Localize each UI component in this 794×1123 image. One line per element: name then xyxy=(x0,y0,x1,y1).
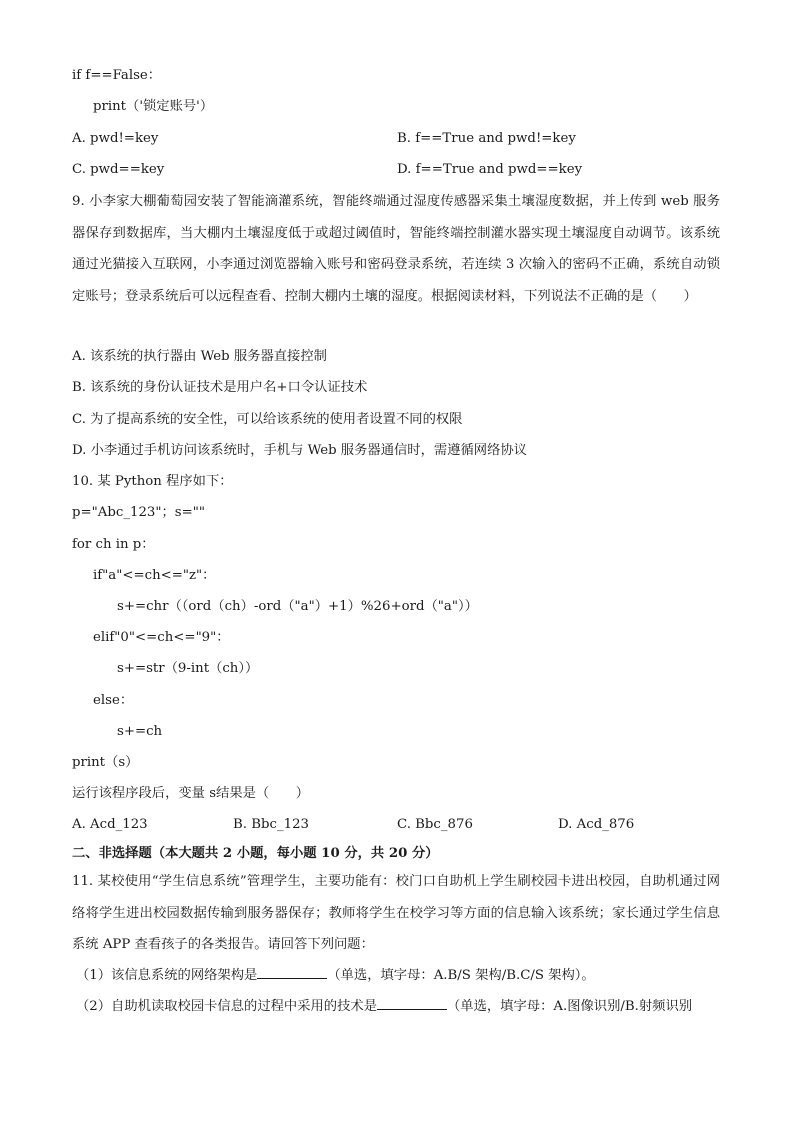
q10-code-line: for ch in p： xyxy=(72,537,155,552)
q11-sub2-prefix: （2）自助机读取校园卡信息的过程中采用的技术是 xyxy=(76,999,377,1014)
q8-code-line-1: if f==False： xyxy=(72,68,162,83)
q11-sub1-suffix: （单选，填字母：A.B/S 架构/B.C/S 架构）。 xyxy=(327,968,595,983)
q10-option-b: B. Bbc_123 xyxy=(233,817,309,832)
answer-blank[interactable] xyxy=(377,997,447,1010)
q9-stem: 9. 小李家大棚葡萄园安装了智能滴灌系统，智能终端通过湿度传感器采集土壤湿度数据，并上传到 web 服务器保存到数据库，当大棚内土壤湿度低于或超过阈值时，智能终端控制灌水器实现土壤湿度自动调节。该系统通过光猫接入互联网，小李通过浏览器输入账号和密码登录系统，若连续 3 次输入的密码不正确，系统自动锁定账号；登录系统后可以远程查看、控制大棚内土壤的湿度。根据阅读材料，下列说法不正确的是（ ） xyxy=(72,194,720,304)
q9-option-c: C. 为了提高系统的安全性，可以给该系统的使用者设置不同的权限 xyxy=(72,412,463,427)
q8-option-a: A. pwd!=key xyxy=(72,131,159,146)
section-heading: 二、非选择题（本大题共 2 小题，每小题 10 分，共 20 分） xyxy=(72,846,439,861)
q9-option-b: B. 该系统的身份认证技术是用户名+口令认证技术 xyxy=(72,380,368,395)
q9-option-a: A. 该系统的执行器由 Web 服务器直接控制 xyxy=(72,349,327,364)
q10-code-line: else： xyxy=(93,693,134,708)
q11-sub1 xyxy=(76,966,595,985)
q10-option-d: D. Acd_876 xyxy=(558,817,635,832)
q10-stem: 10. 某 Python 程序如下： xyxy=(72,474,233,489)
q9-option-d: D. 小李通过手机访问该系统时，手机与 Web 服务器通信时，需遵循网络协议 xyxy=(72,443,527,458)
q10-option-a: A. Acd_123 xyxy=(72,817,148,832)
q10-code-line: if"a"<=ch<="z"： xyxy=(93,568,216,583)
q11-sub2-suffix: （单选，填字母：A.图像识别/B.射频识别 xyxy=(447,999,693,1014)
q10-option-c: C. Bbc_876 xyxy=(397,817,473,832)
q10-question: 运行该程序段后，变量 s结果是（ ） xyxy=(72,786,310,801)
q8-option-b: B. f==True and pwd!=key xyxy=(397,131,576,146)
answer-blank[interactable] xyxy=(257,966,327,979)
q10-code-line: s+=str（9-int（ch）） xyxy=(117,661,259,676)
q10-code-line: print（s） xyxy=(72,755,139,770)
q11-sub1-prefix: （1）该信息系统的网络架构是 xyxy=(76,968,258,983)
q8-code-line-2: print（'锁定账号'） xyxy=(93,99,214,114)
q8-option-c: C. pwd==key xyxy=(72,162,165,177)
q10-code-line: p="Abc_123"；s="" xyxy=(72,505,205,520)
q10-code-line: s+=chr（（ord（ch）-ord（"a"）+1）%26+ord（"a"）） xyxy=(117,599,478,614)
q10-code-line: s+=ch xyxy=(117,724,163,739)
q11-sub2 xyxy=(76,997,692,1016)
q8-option-d: D. f==True and pwd==key xyxy=(397,162,583,177)
q10-code-line: elif"0"<=ch<="9"： xyxy=(93,630,230,645)
q11-stem: 11. 某校使用“学生信息系统”管理学生，主要功能有：校门口自助机上学生刷校园卡进出校园，自助机通过网络将学生进出校园数据传输到服务器保存；教师将学生在校学习等方面的信息输入该系统；家长通过学生信息系统 APP 查看孩子的各类报告。请回答下列问题： xyxy=(72,874,720,952)
